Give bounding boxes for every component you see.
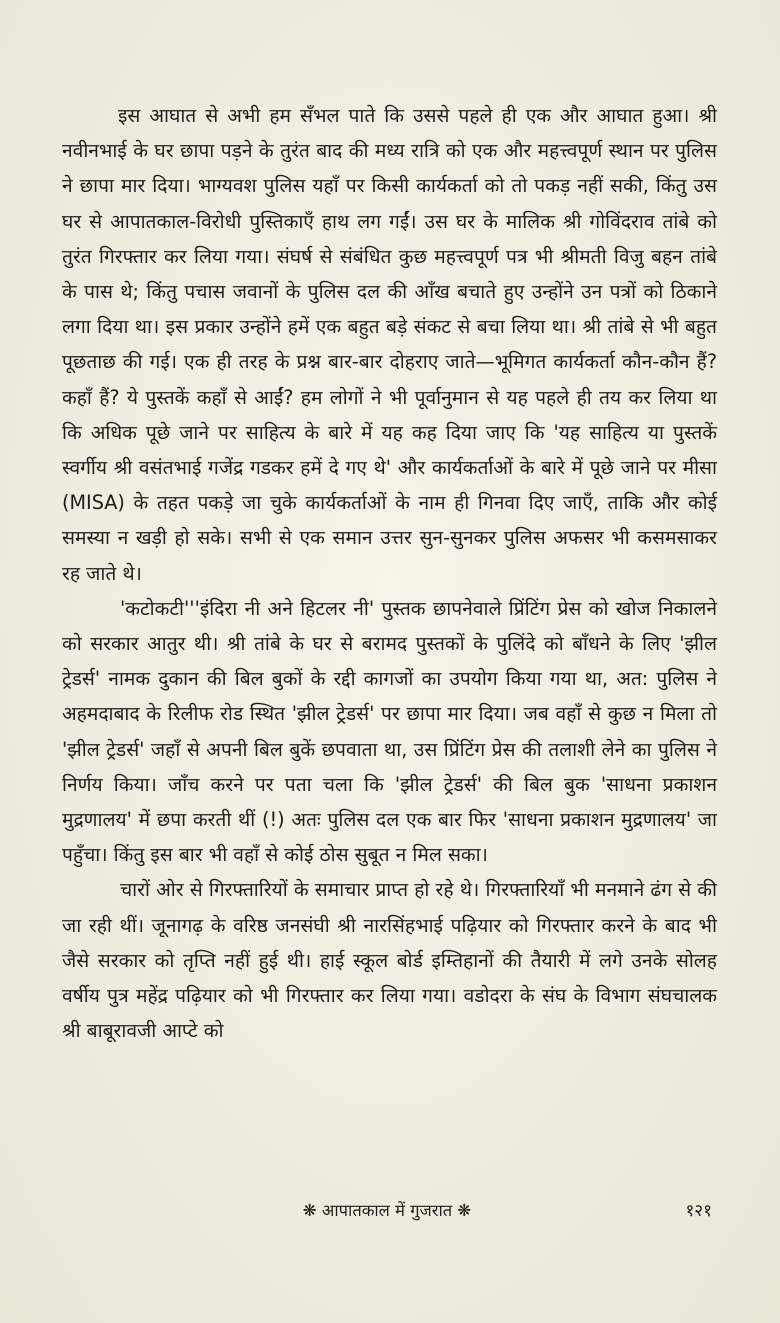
paragraph-2: 'कटोकटी'''इंदिरा नी अने हिटलर नी' पुस्तक छापनेवाले प्रिंटिंग प्रेस को खोज निकालने को सरकार आतुर थी। श्री तांबे के घर से बरामद पुस्तकों के पुलिंदे को बाँधने के लिए 'झील ट्रेडर्स' नामक दुकान की बिल बुकों के रद्दी कागजों का उपयोग किया गया था, अत: पुलिस ने अहमदाबाद के रिलीफ रोड स्थित 'झील ट्रेडर्स' पर छापा मार दिया। जब वहाँ से कुछ न मिला तो 'झील ट्रेडर्स' जहाँ से अपनी बिल बुकें छपवाता था, उस प्रिंटिंग प्रेस की तलाशी लेने का पुलिस ने निर्णय किया। जाँच करने पर पता चला कि 'झील ट्रेडर्स' की बिल बुक 'साधना प्रकाशन मुद्रणालय' में छपा करती थीं (!) अतः पुलिस दल एक बार फिर 'साधना प्रकाशन मुद्रणालय' जा पहुँचा। किंतु इस बार भी वहाँ से कोई ठोस सुबूत न मिल सका। bbox=[62, 596, 717, 867]
page-number: १२१ bbox=[685, 1201, 712, 1221]
paragraph-1: इस आघात से अभी हम सँभल पाते कि उससे पहले ही एक और आघात हुआ। श्री नवीनभाई के घर छापा पड़ने के तुरंत बाद की मध्य रात्रि को एक और महत्त्वपूर्ण स्थान पर पुलिस ने छापा मार दिया। भाग्यवश पुलिस यहाँ पर किसी कार्यकर्ता को तो पकड़ नहीं सकी, किंतु उस घर से आपातकाल-विरोधी पुस्तिकाएँ हाथ लग गईं। उस घर के मालिक श्री गोविंदराव तांबे को तुरंत गिरफ्तार कर लिया गया। संघर्ष से संबंधित कुछ महत्त्वपूर्ण पत्र भी श्रीमती विजु बहन तांबे के पास थे; किंतु पचास जवानों के पुलिस दल की आँख बचाते हुए उन्होंने उन पत्रों को ठिकाने लगा दिया था। इस प्रकार उन्होंने हमें एक बहुत बड़े संकट से बचा लिया था। श्री तांबे से भी बहुत पूछताछ की गई। एक ही तरह के प्रश्न बार-बार दोहराए जाते—भूमिगत कार्यकर्ता कौन-कौन हैं? कहाँ हैं? ये पुस्तकें कहाँ से आईं? हम लोगों ने भी पूर्वानुमान से यह पहले ही तय कर लिया था कि अधिक पूछे जाने पर साहित्य के बारे में यह कह दिया जाए कि 'यह साहित्य या पुस्तकें स्वर्गीय श्री वसंतभाई गजेंद्र गडकर हमें दे गए थे' और कार्यकर्ताओं के बारे में पूछे जाने पर मीसा (MISA) के तहत पकड़े जा चुके कार्यकर्ताओं के नाम ही गिनवा दिए जाएँ, ताकि और कोई समस्या न खड़ी हो सके। सभी से एक समान उत्तर सुन-सुनकर पुलिस अफसर भी कसमसाकर रह जाते थे। bbox=[62, 104, 717, 585]
body-text bbox=[62, 98, 717, 1048]
paragraph-3: चारों ओर से गिरफ्तारियों के समाचार प्राप्त हो रहे थे। गिरफ्तारियाँ भी मनमाने ढंग से की जा रही थीं। जूनागढ़ के वरिष्ठ जनसंघी श्री नारसिंहभाई पढ़ियार को गिरफ्तार करने के बाद भी जैसे सरकार को तृप्ति नहीं हुई थी। हाई स्कूल बोर्ड इम्तिहानों की तैयारी में लगे उनके सोलह वर्षीय पुत्र महेंद्र पढ़ियार को भी गिरफ्तार कर लिया गया। वडोदरा के संघ के विभाग संघचालक श्री बाबूरावजी आप्टे को bbox=[62, 878, 717, 1043]
running-title: ❋ आपातकाल में गुजरात ❋ bbox=[302, 1201, 472, 1220]
page-footer bbox=[62, 1198, 712, 1228]
